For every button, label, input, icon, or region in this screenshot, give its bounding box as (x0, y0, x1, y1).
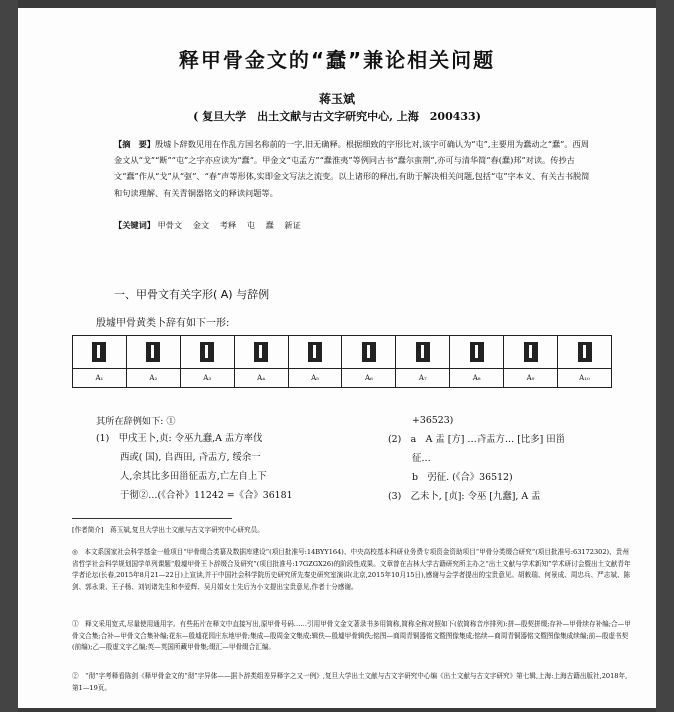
section-heading: 一、甲骨文有关字形( A) 与辞例 (114, 288, 270, 301)
examples-left-column (96, 429, 376, 505)
glyph-label: A₁₀ (558, 369, 612, 388)
glyph-label: A₉ (504, 369, 558, 388)
glyph-cell (450, 336, 504, 369)
glyph-cell (558, 336, 612, 369)
glyph-label: A₄ (234, 369, 288, 388)
glyph-cell (234, 336, 288, 369)
oracle-glyph-image (470, 342, 484, 362)
author-affiliation: ( 复旦大学 出土文献与古文字研究中心, 上海 200433) (193, 110, 481, 123)
footnote-divider (72, 518, 232, 519)
glyph-cell (342, 336, 396, 369)
left-viewer-margin (0, 0, 18, 712)
glyph-label: A₅ (288, 369, 342, 388)
abstract-text: 殷墟卜辞数见用在作乱方国名称前的一字,旧无确释。根据细致的字形比对,该字可确认为“屯”,主要用为蠢动之“蠢”。西周金文从“戈”“断”“屯”之字亦应读为“蠢”。甲金文“屯孟方”“蠢淮夷”等例同古书“蠢尔蛮荆”,亦可与清华简“春(蠢)邦”对读。传抄古文“蠢”作从“戈”从“𫸩”、“春”声等形体,实即金文写法之流变。以上诸形的释出,有助于解决相关问题,包括“屯”字本义、有关古书脱简和句读理解、有关青铜器铭文的释读问题等。 (114, 139, 590, 198)
keywords-label: 【关键词】 (114, 220, 155, 230)
glyph-cell (396, 336, 450, 369)
oracle-glyph-image (524, 342, 538, 362)
paper-title: 释甲骨金文的“蠢”兼论相关问题 (178, 48, 496, 72)
glyph-cell (504, 336, 558, 369)
oracle-glyph-image (146, 342, 160, 362)
oracle-glyph-image (362, 342, 376, 362)
keyword: 屯 (246, 220, 255, 230)
keyword: 考释 (219, 220, 237, 230)
example-line: 征… (412, 453, 431, 464)
example-line: 西或( 国), 𠂤西田, 𢎀盂方, 绥余一 (120, 452, 261, 463)
glyph-cell (180, 336, 234, 369)
example-line: (3) 乙未卜, [贞]: 令巫 [九蠢], A 盂 (388, 491, 541, 502)
example-line: (1) 甲戌王卜,贞: 令巫九蠢,A 盂方率伐 (96, 433, 263, 444)
oracle-glyph-image (578, 342, 592, 362)
oracle-glyph-image (92, 342, 106, 362)
document-page (18, 8, 656, 708)
keyword: 新证 (284, 220, 301, 230)
oracle-glyph-image (416, 342, 430, 362)
glyph-label: A₂ (126, 369, 180, 388)
section-intro: 殷墟甲骨黄类卜辞有如下一形: (96, 318, 230, 329)
examples-intro: 其所在辞例如下: ① (96, 416, 176, 427)
oracle-glyph-image (254, 342, 268, 362)
glyph-label: A₆ (342, 369, 396, 388)
footnote-funding: ◎ 本文系国家社会科学基金一般项目“甲骨缀合类纂及数据库建设”(项目批准号:14BYY164)、中央高校基本科研业务费专项资金资助项目“甲骨分类缀合研究”(项目批准号:63172302)、贵州省哲学社会科学规划国学单列课题“殷墟甲骨王卜辞缀合及研究”(项目批准号:17GZGX26)的阶段性成果。文章曾在吉林大学古籍研究所主办之“出土文献与学术新知”学术研讨会暨出土文献青年学者论坛(长春,2015年8月21—22日)上宣读,并于中国社会科学院历史研究所先秦史研究室演讲(北京,2015年10月15日),感谢与会学者提出的宝贵意见。胡敕瑞、何景成、周忠兵、严志斌、陈剑、郭永秉、王子杨、刘钊诸先生和李爱辉、吴月娟女士先后为小文提出宝贵意见,作者十分感谢。 (72, 548, 631, 591)
keywords (114, 220, 594, 231)
glyph-cell (126, 336, 180, 369)
glyph-label: A₈ (450, 369, 504, 388)
example-line: 人,余其比多田甾征盂方,亡左自上下 (120, 471, 267, 482)
keyword: 金文 (192, 220, 210, 230)
example-line: 于彻②…(《合补》11242 =《合》36181 (120, 490, 293, 501)
abstract (114, 136, 594, 201)
glyph-table (72, 335, 612, 388)
oracle-glyph-image (200, 342, 214, 362)
oracle-glyph-image (308, 342, 322, 362)
glyph-label: A₃ (180, 369, 234, 388)
example-line: b 弜征. (《合》36512) (412, 472, 513, 483)
footnote-1: ① 释文采用宽式,尽量使用通用字。有些拓片在释文中直接写出,原甲骨号码……引用甲骨文金文著录书多用简称,简称全称对照如下(依简称音序排列):拼—殷契拼缀;存补—甲骨续存补编;合—甲骨文合集;合补—甲骨文合集补编;花东—殷墟花园庄东地甲骨;集成—殷周金文集成;辑佚—殷墟甲骨辑佚;铭图—商周青铜器铭文暨图像集成;铭续—商周青铜器铭文暨图像集成续编;前—殷虚书契(前编);乙—殷虚文字乙编;英—英国所藏甲骨集;缀汇—甲骨缀合汇编。 (72, 620, 631, 651)
keyword: 甲骨文 (157, 220, 183, 230)
example-line: (2) a A 盂 [方] …𢎀盂方… [比多] 田甾 (388, 434, 566, 445)
right-viewer-margin (656, 0, 674, 712)
examples-right-column (388, 411, 628, 506)
abstract-label: 【摘 要】 (114, 139, 155, 149)
footnote-author: [作者简介] 蒋玉斌,复旦大学出土文献与古文字研究中心研究员。 (72, 526, 264, 534)
keyword: 蠢 (265, 220, 274, 230)
glyph-cell (73, 336, 127, 369)
glyph-cell (288, 336, 342, 369)
example-line: +36523) (412, 415, 454, 426)
footnote-2: ② “彻”字考释看陈剑《释甲骨金文的“彻”字异体——据卜辞类组差异释字之又一例》,复旦大学出土文献与古文字研究中心编《出土文献与古文字研究》第七辑,上海:上海古籍出版社,2018年,第1—19页。 (72, 672, 628, 692)
author-name: 蒋玉斌 (318, 92, 355, 106)
glyph-label: A₁ (73, 369, 127, 388)
glyph-label: A₇ (396, 369, 450, 388)
